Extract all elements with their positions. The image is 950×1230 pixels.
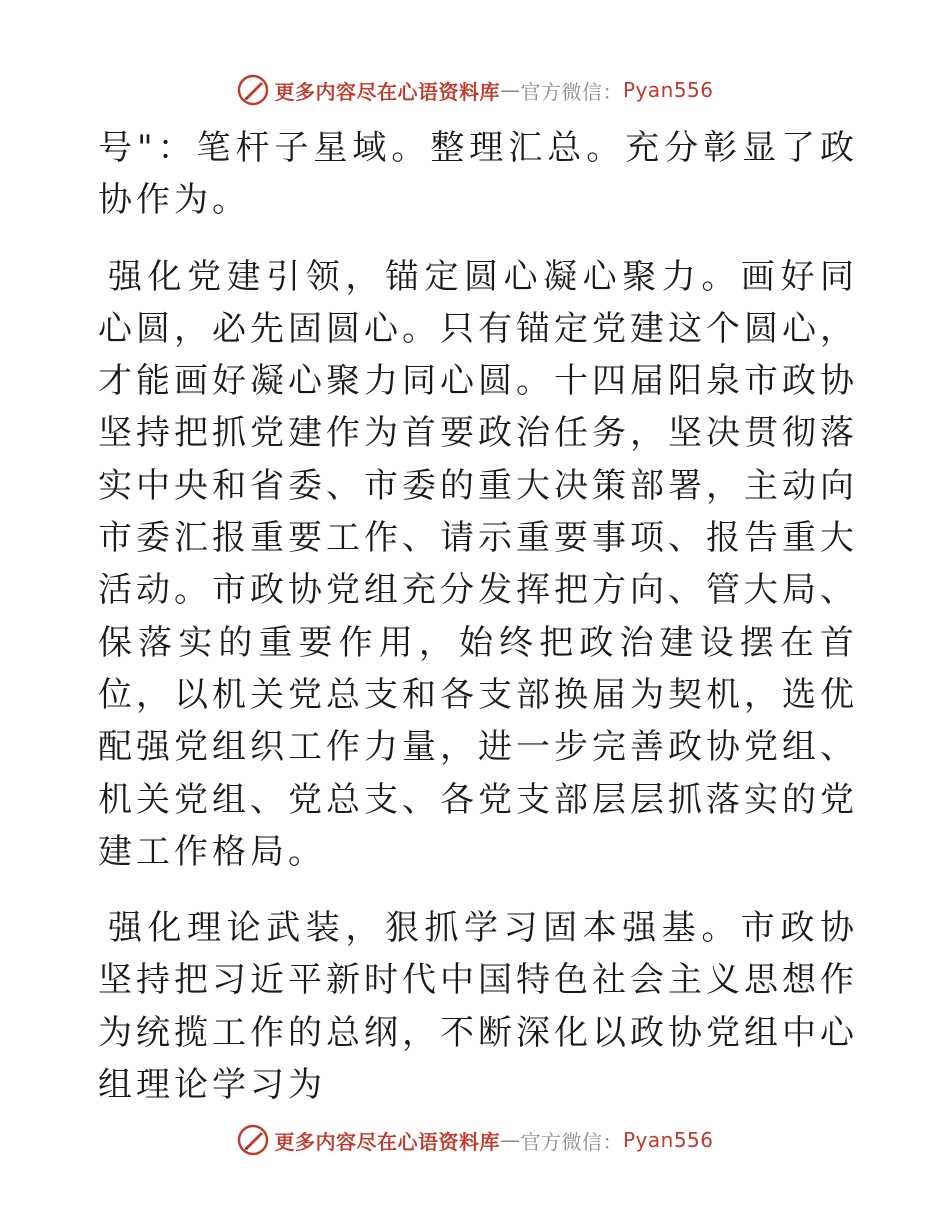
wechat-label: 官方微信： xyxy=(520,1129,623,1154)
promo-text: 更多内容尽在心语资料库 xyxy=(274,79,500,104)
header-banner xyxy=(0,70,950,110)
quill-logo-icon xyxy=(236,1123,270,1157)
wechat-account: Pyan556 xyxy=(622,1128,714,1152)
promo-text: 更多内容尽在心语资料库 xyxy=(274,1129,500,1154)
document-body xyxy=(98,122,858,1135)
paragraph-3: 强化理论武装，狠抓学习固本强基。市政协坚持把习近平新时代中国特色社会主义思想作为统揽工作的总纲，不断深化以政协党组中心组理论学习为 xyxy=(98,908,858,1106)
footer-banner xyxy=(0,1120,950,1160)
wechat-account: Pyan556 xyxy=(622,78,714,102)
paragraph-2: 强化党建引领，锚定圆心凝心聚力。画好同心圆，必先固圆心。只有锚定党建这个圆心，才能画好凝心聚力同心圆。十四届阳泉市政协坚持把抓党建作为首要政治任务，坚决贯彻落实中央和省委、市委的重大决策部署，主动向市委汇报重要工作、请示重要事项、报告重大活动。市政协党组充分发挥把方向、管大局、保落实的重要作用，始终把政治建设摆在首位，以机关党总支和各支部换届为契机，选优配强党组织工作力量，进一步完善政协党组、机关党组、党总支、各党支部层层抓落实的党建工作格局。 xyxy=(98,256,858,872)
banner-separator: — xyxy=(499,78,521,102)
paragraph-1: 号"：笔杆子星域。整理汇总。充分彰显了政协作为。 xyxy=(98,128,858,221)
quill-logo-icon xyxy=(236,73,270,107)
wechat-label: 官方微信： xyxy=(520,79,623,104)
banner-separator: — xyxy=(499,1128,521,1152)
